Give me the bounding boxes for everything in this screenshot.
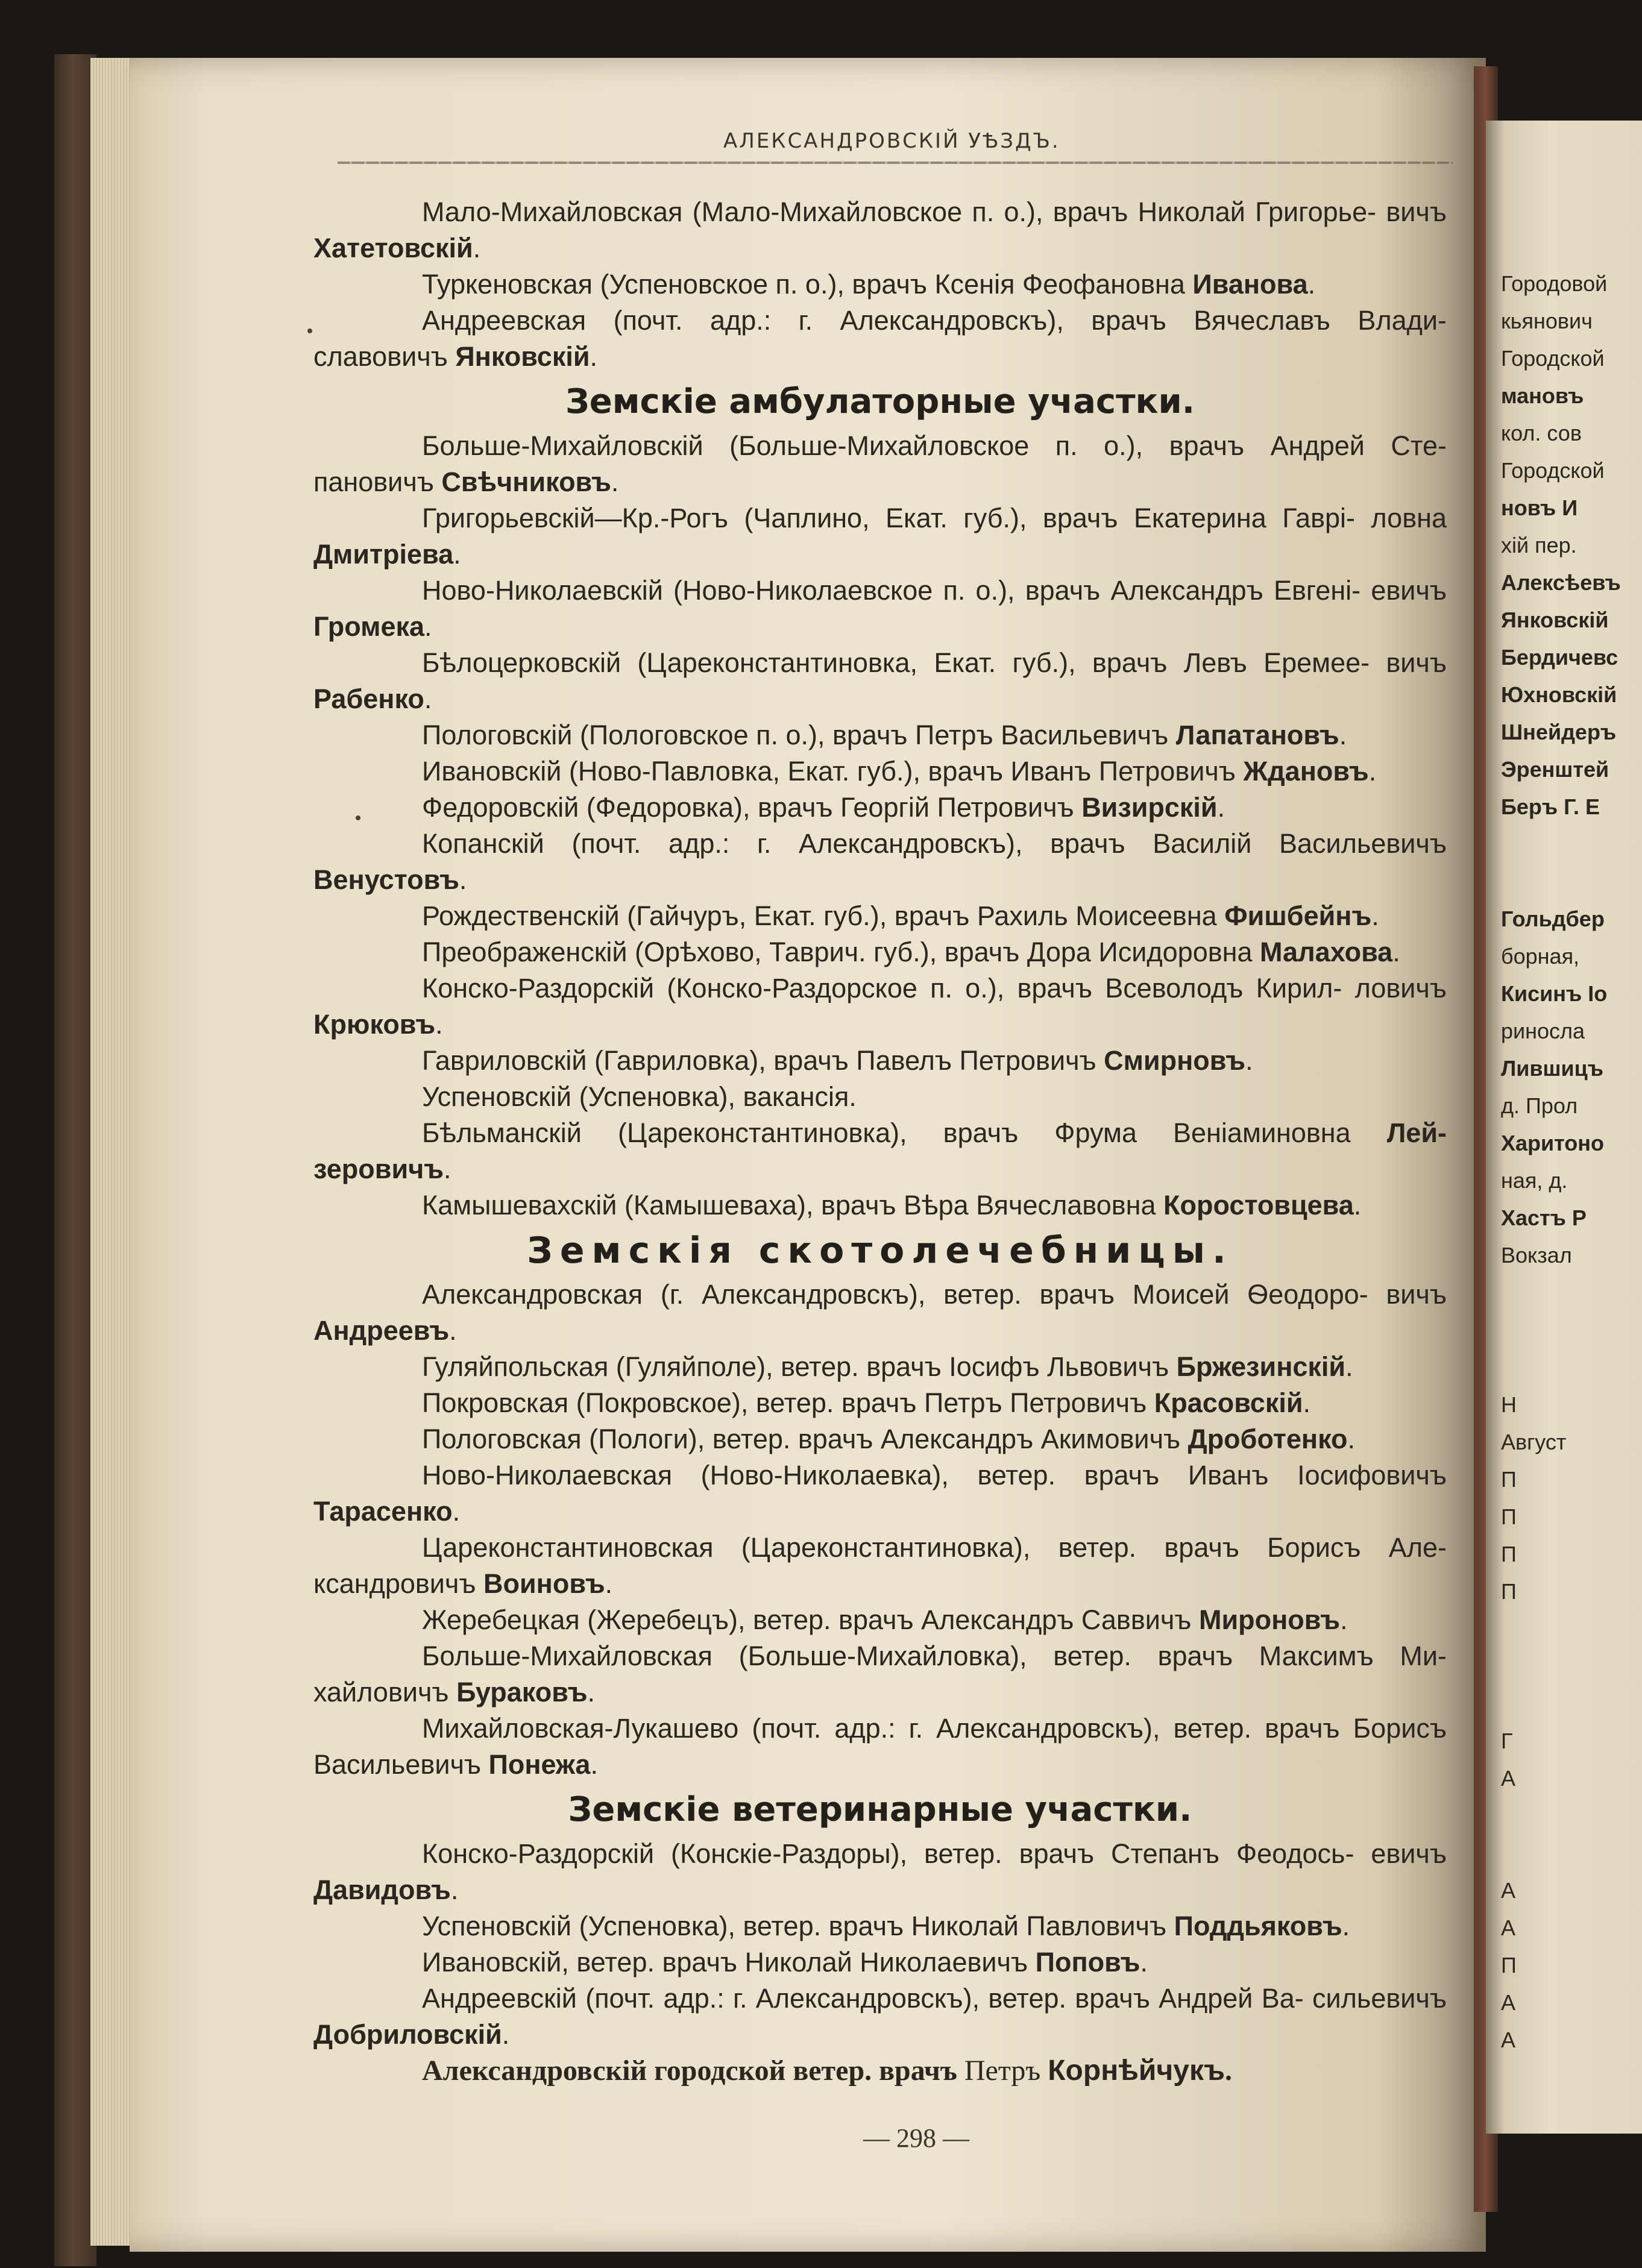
margin-mark: [307, 328, 312, 333]
person-name: Поповъ: [1035, 1947, 1140, 1977]
person-name: Янковскій: [455, 341, 590, 372]
person-name: Дроботенко: [1187, 1424, 1348, 1454]
right-page-text: [1501, 265, 1642, 2059]
entry: Мало-Михайловская (Мало-Михайловское п. о.), врачъ Николай Григорье- вичъ Хатетовскій.: [313, 196, 1447, 263]
entry: Ивановскій (Ново-Павловка, Екат. губ.), врачъ Иванъ Петровичъ Ждановъ.: [422, 756, 1377, 787]
entry: Федоровскій (Федоровка), врачъ Георгій Петровичъ Визирскій.: [422, 792, 1225, 823]
person-name: Бржезинскій: [1176, 1351, 1346, 1382]
right-page-line: Лившицъ: [1501, 1056, 1604, 1081]
person-name: Коростовцева: [1163, 1190, 1354, 1220]
right-page-line: А: [1501, 1990, 1516, 2015]
person-name: Андреевъ: [313, 1315, 450, 1346]
person-name: Хатетовскій: [313, 233, 473, 263]
entry: Гуляйпольская (Гуляйполе), ветер. врачъ Іосифъ Львовичъ Бржезинскій.: [422, 1351, 1353, 1382]
right-page-line: Харитоно: [1501, 1131, 1605, 1155]
right-page-line: Алексѣевъ: [1501, 570, 1621, 595]
right-page-line: новъ И: [1501, 495, 1578, 520]
right-page-line: Юхновскій: [1501, 682, 1617, 707]
person-name: Лапатановъ: [1175, 720, 1339, 750]
right-page-line: Бердичевс: [1501, 645, 1618, 670]
right-page-line: [1501, 1311, 1642, 1349]
entry: Больше-Михайловская (Больше-Михайловка), ветер. врачъ Максимъ Ми- хайловичъ Бураковъ.: [313, 1641, 1447, 1707]
entry: Цареконстантиновская (Цареконстантиновка), ветер. врачъ Борисъ Але- ксандровичъ Воиновъ.: [313, 1532, 1447, 1599]
right-page-line: [1501, 1835, 1642, 1872]
entry: Григорьевскій—Кр.-Рогъ (Чаплино, Екат. губ.), врачъ Екатерина Гаврі- ловна Дмитріева.: [313, 503, 1447, 570]
entry: Покровская (Покровское), ветер. врачъ Петръ Петровичъ Красовскій.: [422, 1387, 1311, 1418]
person-name: Давидовъ: [313, 1874, 451, 1905]
person-name: Красовскій: [1154, 1387, 1303, 1418]
head-rule: [338, 162, 1453, 164]
right-page-line: Шнейдеръ: [1501, 720, 1617, 744]
person-name: Визирскій: [1081, 792, 1218, 823]
entry: Ивановскій, ветер. врачъ Николай Николаевичъ Поповъ.: [422, 1947, 1148, 1977]
right-page-line: кол. сов: [1501, 421, 1582, 445]
section-title: Земскіе амбулаторные участки.: [565, 382, 1195, 421]
person-name: Иванова: [1192, 269, 1308, 300]
person-name: Дмитріева: [313, 539, 454, 570]
right-page-line: [1501, 1797, 1642, 1835]
right-page-line: [1501, 1685, 1642, 1723]
person-name: Свѣчниковъ: [441, 466, 611, 497]
entry: Успеновскій (Успеновка), вакансія.: [422, 1081, 857, 1112]
entry-city-vet: Александровскій городской ветер. врачъ Петръ Корнѣйчукъ.: [422, 2055, 1232, 2087]
right-page-line: П: [1501, 1953, 1517, 1977]
right-page-line: А: [1501, 1766, 1516, 1791]
right-page-line: д. Прол: [1501, 1093, 1578, 1118]
margin-mark: [356, 815, 360, 820]
person-name: Малахова: [1260, 937, 1393, 967]
right-page-line: Хастъ Р: [1501, 1205, 1587, 1230]
right-page-line: [1501, 863, 1642, 900]
right-page-line: Вокзал: [1501, 1243, 1572, 1268]
right-page-line: П: [1501, 1504, 1517, 1529]
right-page-line: П: [1501, 1542, 1517, 1566]
person-name: Понежа: [488, 1749, 591, 1780]
right-page-line: Г: [1501, 1729, 1513, 1753]
person-name: Бураковъ: [456, 1677, 588, 1707]
right-page-line: Август: [1501, 1430, 1567, 1454]
right-page-line: риносла: [1501, 1019, 1585, 1043]
entry: Преображенскій (Орѣхово, Таврич. губ.), врачъ Дора Исидоровна Малахова.: [422, 937, 1400, 967]
right-page-line: А: [1501, 2028, 1516, 2052]
right-page-line: Янковскій: [1501, 608, 1609, 632]
right-page-line: борная,: [1501, 944, 1580, 969]
entry: Гавриловскій (Гавриловка), врачъ Павелъ Петровичъ Смирновъ.: [422, 1045, 1253, 1076]
right-page-line: П: [1501, 1579, 1517, 1604]
entry: Ново-Николаевскій (Ново-Николаевское п. о.), врачъ Александръ Евгені- евичъ Громека.: [313, 575, 1447, 642]
person-name: Венустовъ: [313, 864, 459, 895]
right-page-line: Эренштей: [1501, 757, 1609, 782]
person-name: Добриловскій: [313, 2019, 502, 2050]
entry: Пологовскій (Пологовское п. о.), врачъ Петръ Васильевичъ Лапатановъ.: [422, 720, 1347, 750]
entry: Рождественскій (Гайчуръ, Екат. губ.), врачъ Рахиль Моисеевна Фишбейнъ.: [422, 900, 1379, 931]
entry: Бѣлоцерковскій (Цареконстантиновка, Екат. губ.), врачъ Левъ Еремее- вичъ Рабенко.: [313, 647, 1447, 714]
right-page-line: Н: [1501, 1392, 1517, 1417]
entry: Успеновскій (Успеновка), ветер. врачъ Николай Павловичъ Поддьяковъ.: [422, 1911, 1350, 1941]
right-page-line: [1501, 1610, 1642, 1648]
person-name: Тарасенко: [313, 1496, 453, 1527]
entry: Конско-Раздорскій (Конско-Раздорское п. о.), врачъ Всеволодъ Кирил- ловичъ Крюковъ.: [313, 973, 1447, 1040]
right-page-line: [1501, 1349, 1642, 1386]
entry: Андреевская (почт. адр.: г. Александровскъ), врачъ Вячеславъ Влади- славовичъ Янковскій.: [313, 305, 1447, 372]
right-page-line: [1501, 826, 1642, 863]
main-text: [313, 194, 1447, 2089]
person-name: Фишбейнъ: [1224, 900, 1372, 931]
person-name: Рабенко: [313, 683, 424, 714]
right-page-line: Городской: [1501, 346, 1605, 371]
person-name: Крюковъ: [313, 1009, 436, 1040]
right-page-line: П: [1501, 1467, 1517, 1492]
right-page-line: [1501, 1274, 1642, 1311]
right-page-line: Городской: [1501, 458, 1605, 483]
section-title: Земскія скотолечебницы.: [527, 1230, 1233, 1272]
entry: Камышевахскій (Камышеваха), врачъ Вѣра Вячеславовна Коростовцева.: [422, 1190, 1362, 1220]
entry: Пологовская (Пологи), ветер. врачъ Александръ Акимовичъ Дроботенко.: [422, 1424, 1356, 1454]
right-page-line: кьянович: [1501, 309, 1593, 333]
page-number: — 298 —: [863, 2123, 969, 2153]
right-page-line: [1501, 1648, 1642, 1685]
entry: Ново-Николаевская (Ново-Николаевка), ветер. врачъ Иванъ Іосифовичъ Тарасенко.: [313, 1460, 1447, 1527]
person-name: Лей- зеровичъ: [313, 1117, 1447, 1184]
entry: Михайловская-Лукашево (почт. адр.: г. Александровскъ), ветер. врачъ Борисъ Васильевичъ Понежа.: [313, 1713, 1447, 1780]
person-name: Поддьяковъ: [1174, 1911, 1342, 1941]
person-name: Громека: [313, 611, 425, 642]
section-title: Земскіе ветеринарные участки.: [568, 1790, 1192, 1829]
person-name: Воиновъ: [483, 1568, 605, 1599]
person-name: Ждановъ: [1243, 756, 1369, 787]
page-stack-edge: [90, 58, 133, 2246]
entry: Бѣльманскій (Цареконстантиновка), врачъ Фрума Веніаминовна Лей- зеровичъ.: [313, 1117, 1447, 1184]
right-page-line: мановъ: [1501, 383, 1584, 408]
right-page-line: Городовой: [1501, 271, 1608, 296]
right-page-line: А: [1501, 1915, 1516, 1940]
entry: Александровская (г. Александровскъ), ветер. врачъ Моисей Ѳеодоро- вичъ Андреевъ.: [313, 1279, 1447, 1346]
right-page-line: хій пер.: [1501, 533, 1577, 558]
person-name: Мироновъ: [1198, 1604, 1341, 1635]
running-head: АЛЕКСАНДРОВСКІЙ УѢЗДЪ.: [723, 129, 1060, 153]
person-name: Корнѣйчукъ: [1048, 2055, 1225, 2087]
entry: Больше-Михайловскій (Больше-Михайловское п. о.), врачъ Андрей Сте- пановичъ Свѣчниковъ.: [313, 430, 1447, 497]
right-page-line: Гольдбер: [1501, 906, 1605, 931]
entry: Андреевскій (почт. адр.: г. Александровскъ), ветер. врачъ Андрей Ва- сильевичъ Добриловскій.: [313, 1983, 1447, 2050]
right-page-line: Беръ Г. Е: [1501, 794, 1600, 819]
right-page-line: Кисинъ Іо: [1501, 981, 1608, 1006]
entry: Туркеновская (Успеновское п. о.), врачъ Ксенія Феофановна Иванова.: [422, 269, 1316, 300]
person-name: Смирновъ: [1104, 1045, 1246, 1076]
right-page-line: А: [1501, 1878, 1516, 1903]
entry: Копанскій (почт. адр.: г. Александровскъ), врачъ Василій Васильевичъ Венустовъ.: [313, 828, 1447, 895]
entry: Конско-Раздорскій (Конскіе-Раздоры), ветер. врачъ Степанъ Феодось- евичъ Давидовъ.: [313, 1838, 1447, 1905]
right-page-line: ная, д.: [1501, 1168, 1568, 1193]
entry: Жеребецкая (Жеребецъ), ветер. врачъ Александръ Саввичъ Мироновъ.: [422, 1604, 1348, 1635]
